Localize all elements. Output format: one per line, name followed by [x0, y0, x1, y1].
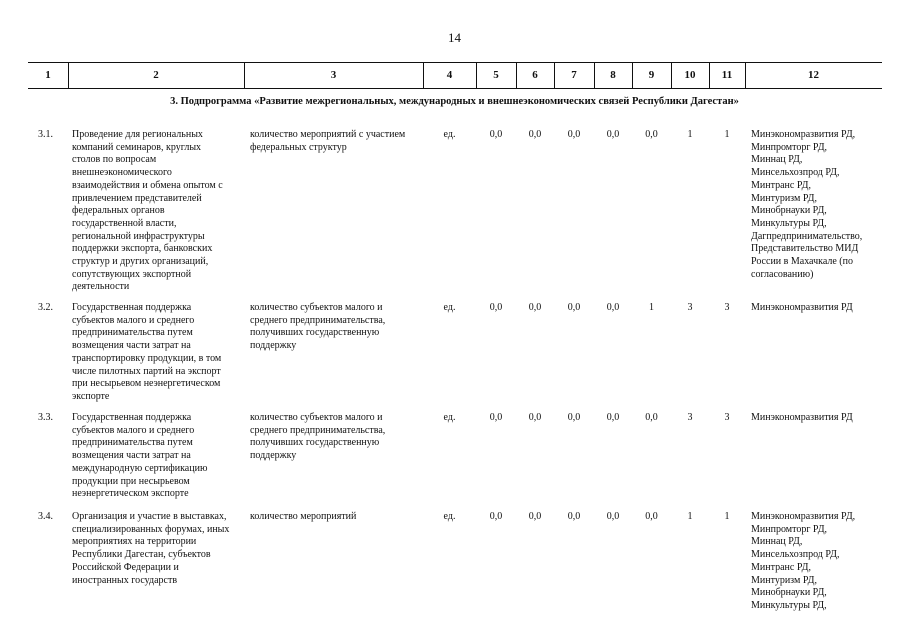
agencies-text: Минэкономразвития РД, Минпромторг РД, Миннац РД, Минсельхозпрод РД, Минтранс РД, Минтуризм РД, Минобрнауки РД, Минкультуры РД, Дагпредпринимательство, Представительство МИД России в Махачкале (по согласованию) [751, 129, 863, 280]
agencies-text: Минэкономразвития РД, Минпромторг РД, Миннац РД, Минсельхозпрод РД, Минтранс РД, Минтуризм РД, Минобрнауки РД, Минкультуры РД, [751, 511, 856, 611]
header-col-7: 7 [571, 69, 577, 81]
row-number: 3.3. [38, 412, 53, 423]
header-col-6: 6 [532, 69, 538, 81]
header-col-11: 11 [721, 69, 733, 81]
value-cell: 3 [724, 302, 730, 313]
header-col-9: 9 [648, 69, 655, 81]
value-cell: 0,0 [606, 511, 620, 522]
value-cell: 0,0 [567, 302, 581, 313]
value-cell: 0,0 [645, 129, 658, 140]
value-cell: 1 [649, 302, 654, 313]
value-cell: 3 [687, 302, 693, 313]
value-cell: 0,0 [606, 129, 620, 140]
row-number: 3.4. [38, 511, 53, 522]
value-cell: 0,0 [567, 511, 581, 522]
header-col-12: 12 [808, 69, 819, 81]
activity-text: Государственная поддержка субъектов малого и среднего предпринимательства путем возмещения части затрат на международную сертификацию продукции при несырьевом неэнергетическом экспорте [72, 412, 208, 500]
indicator-text: количество субъектов малого и среднего предпринимательства, получивших государственную поддержку [250, 412, 386, 462]
row-number: 3.2. [38, 302, 53, 313]
agencies-text: Минэкономразвития РД [751, 302, 853, 313]
value-cell: 0,0 [528, 129, 542, 140]
value-cell: 0,0 [567, 129, 581, 140]
value-cell: 1 [724, 511, 730, 522]
header-col-2: 2 [153, 69, 159, 81]
value-cell: 0,0 [645, 412, 658, 423]
indicator-text: количество мероприятий с участием федеральных структур [250, 129, 406, 153]
header-col-1: 1 [45, 69, 51, 81]
value-cell: 1 [687, 129, 693, 140]
value-cell: 0,0 [606, 302, 620, 313]
value-cell: 1 [724, 129, 730, 140]
activity-text: Организация и участие в выставках, специализированных форумах, иных мероприятиях на территории Республики Дагестан, субъектов Российской Федерации и иностранных государств [72, 511, 230, 586]
activity-text: Проведение для региональных компаний семинаров, круглых столов по вопросам внешнеэкономического взаимодействия и обмена опытом с привлечением представителей федеральных органов государственной власти, региональной инфраструктуры поддержки экспорта, банковских структур и других организаций, сопутствующих экспортной деятельности [72, 129, 223, 293]
value-cell: 0,0 [489, 129, 503, 140]
value-cell: 0,0 [528, 511, 542, 522]
value-cell: 0,0 [489, 511, 503, 522]
activity-text: Государственная поддержка субъектов малого и среднего предпринимательства путем возмещения части затрат на транспортировку продукции, в том числе пилотных партий на экспорт при несырьевом неэнергетическом экспорте [72, 302, 222, 402]
subprogram-title: 3. Подпрограмма «Развитие межрегиональных, международных и внешнеэкономических связей Республики Дагестан» [170, 96, 739, 107]
unit-cell: ед. [443, 412, 456, 423]
indicator-text: количество субъектов малого и среднего предпринимательства, получивших государственную поддержку [250, 302, 386, 352]
header-col-5: 5 [493, 69, 499, 81]
header-bottom-rule [28, 88, 882, 89]
value-cell: 0,0 [528, 412, 542, 423]
value-cell: 0,0 [528, 302, 542, 313]
value-cell: 3 [687, 412, 693, 423]
value-cell: 1 [687, 511, 693, 522]
unit-cell: ед. [443, 302, 456, 313]
header-col-3: 3 [330, 69, 337, 81]
value-cell: 0,0 [606, 412, 620, 423]
header-col-10: 10 [684, 69, 696, 81]
indicator-text: количество мероприятий [250, 511, 357, 522]
agencies-text: Минэкономразвития РД [751, 412, 853, 423]
value-cell: 0,0 [489, 302, 503, 313]
row-number: 3.1. [38, 129, 53, 140]
header-col-8: 8 [610, 69, 616, 81]
header-col-4: 4 [446, 69, 453, 81]
value-cell: 0,0 [567, 412, 581, 423]
unit-cell: ед. [443, 129, 456, 140]
value-cell: 0,0 [489, 412, 503, 423]
page-number: 14 [448, 30, 461, 45]
value-cell: 0,0 [645, 511, 658, 522]
unit-cell: ед. [443, 511, 456, 522]
value-cell: 3 [724, 412, 730, 423]
